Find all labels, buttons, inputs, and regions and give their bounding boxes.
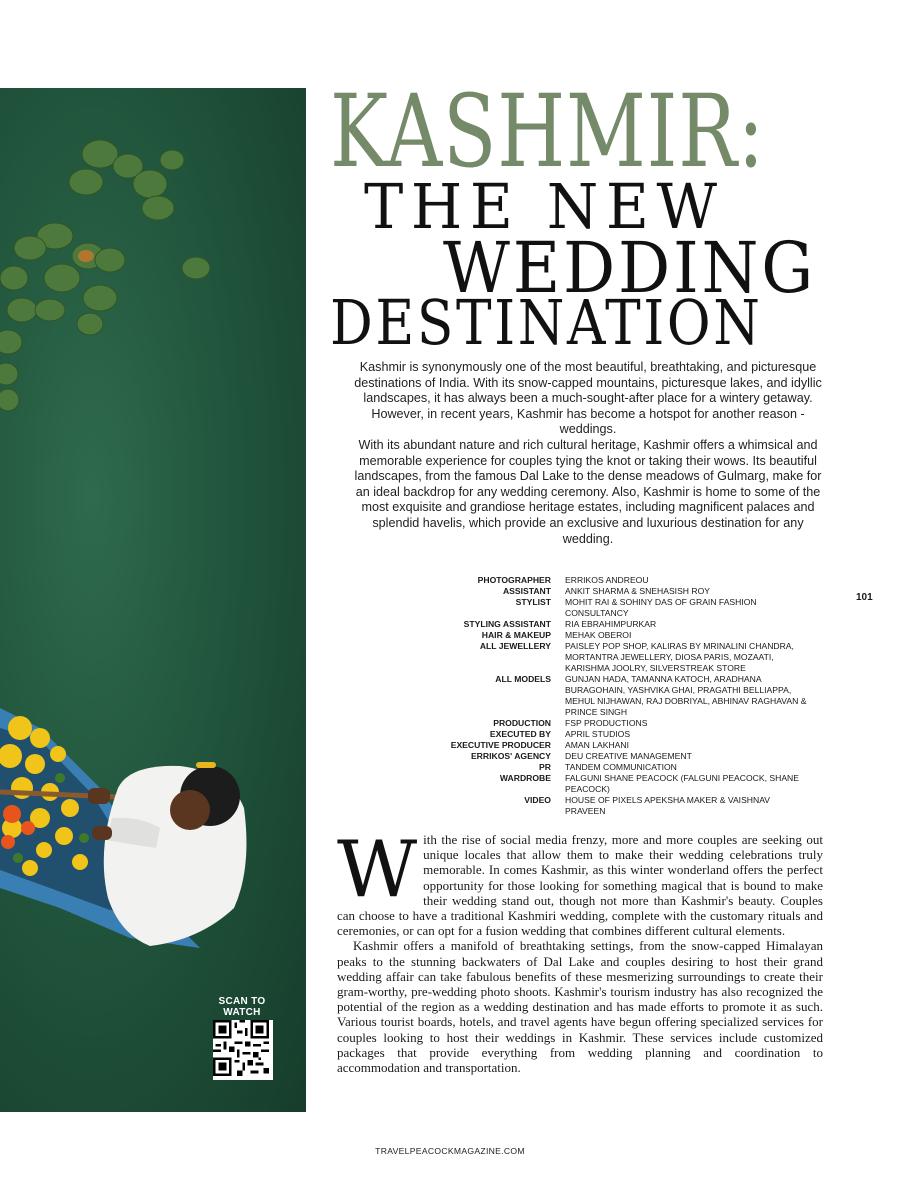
lake-boat-illustration: [0, 88, 306, 1112]
body-paragraph-1: [337, 825, 823, 939]
credit-row: [440, 773, 860, 795]
credit-role: VIDEO: [524, 795, 551, 805]
credit-role: PHOTOGRAPHER: [477, 575, 551, 585]
credit-role: ASSISTANT: [502, 586, 551, 596]
credit-name: FALGUNI SHANE PEACOCK (FALGUNI PEACOCK, SHANE PEACOCK): [565, 773, 799, 794]
credit-role: ALL JEWELLERY: [479, 641, 551, 651]
credit-role: STYLIST: [515, 597, 551, 607]
credit-role: EXECUTED BY: [489, 729, 551, 739]
credit-row: [440, 751, 860, 762]
credit-name: MEHAK OBEROI: [565, 630, 632, 640]
drop-cap: W: [337, 825, 418, 915]
headline-the-new: THE NEW: [364, 170, 725, 243]
intro-paragraph-1: Kashmir is synonymously one of the most beautiful, breathtaking, and picturesque destinations of India. With its snow-capped mountains, picturesque lakes, and idyllic landscapes, it has always been a much-sought-after place for a wintery getaway. However, in recent years, Kashmir has become a hotspot for another reason - weddings.: [354, 360, 822, 437]
credit-name: APRIL STUDIOS: [565, 729, 631, 739]
credit-role: EXECUTIVE PRODUCER: [450, 740, 551, 750]
headline-destination: DESTINATION: [330, 286, 763, 359]
credit-role: HAIR & MAKEUP: [481, 630, 551, 640]
credit-name: HOUSE OF PIXELS APEKSHA MAKER & VAISHNAV PRAVEEN: [565, 795, 771, 816]
credit-name: PAISLEY POP SHOP, KALIRAS BY MRINALINI CHANDRA, MORTANTRA JEWELLERY, DIOSA PARIS, MOZAATI, KARISHMA JOOLRY, SILVERSTREAK STORE: [565, 641, 794, 673]
credit-role: ERRIKOS' AGENCY: [470, 751, 551, 761]
body-paragraph-2: Kashmir offers a manifold of breathtaking settings, from the snow-capped Himalayan peaks to the stunning backwaters of Dal Lake and couples desiring to host their grand wedding affair can take fabulous benefits of these mesmerizing surroundings to create their gram-worthy, pre-wedding photo shoots. Kashmir's tourism industry has also recognized the potential of the region as a wedding destination and has made efforts to promote it as such. Various tourist boards, hotels, and travel agents have begun offering specialized services for couples looking to host their weddings in Kashmir. These services include customized packages that provide everything from wedding planning and coordination to accommodation and transportation.: [337, 938, 823, 1076]
credit-row: [440, 718, 860, 729]
credits-list: [440, 575, 860, 817]
credit-row: [440, 795, 860, 817]
credit-row: [440, 586, 860, 597]
credit-row: [440, 619, 860, 630]
credit-role: ALL MODELS: [495, 674, 551, 684]
credit-name: MOHIT RAI & SOHINY DAS OF GRAIN FASHION CONSULTANCY: [565, 597, 757, 618]
scan-label-line1: SCAN TO: [218, 996, 266, 1007]
credit-name: RIA EBRAHIMPURKAR: [565, 619, 657, 629]
page-number: 101: [856, 592, 873, 603]
credit-name: DEU CREATIVE MANAGEMENT: [565, 751, 692, 761]
credit-row: [440, 575, 860, 586]
credit-row: [440, 630, 860, 641]
credit-name: GUNJAN HADA, TAMANNA KATOCH, ARADHANA BURAGOHAIN, YASHVIKA GHAI, PRAGATHI BELLIAPPA, MEHUL NIJHAWAN, RAJ DOBRIYAL, ABHINAV RAGHAVAN & PRINCE SINGH: [565, 674, 807, 717]
credit-row: [440, 740, 860, 751]
headline-wedding: WEDDING: [443, 227, 817, 309]
intro-paragraph-2: With its abundant nature and rich cultural heritage, Kashmir offers a whimsical and memorable experience for couples tying the knot or taking their wows. Its beautiful landscapes, from the famous Dal Lake to the dense meadows of Gulmarg, make for an ideal backdrop for any wedding ceremony. Also, Kashmir is home to some of the most exquisite and grandiose heritage estates, including magnificent palaces and splendid havelis, which provide an exclusive and luxurious destination for any wedding.: [354, 437, 822, 546]
credit-name: TANDEM COMMUNICATION: [565, 762, 677, 772]
credit-row: [440, 641, 860, 674]
credit-role: STYLING ASSISTANT: [463, 619, 551, 629]
credit-name: ANKIT SHARMA & SNEHASISH ROY: [565, 586, 711, 596]
credit-name: AMAN LAKHANI: [565, 740, 629, 750]
intro-text: [352, 360, 824, 547]
article-body: [337, 825, 823, 1076]
credit-row: [440, 762, 860, 773]
body-paragraph-1-text: ith the rise of social media frenzy, more and more couples are seeking out unique locales that allow them to make their wedding celebrations truly memorable. In comes Kashmir, as this winter wonderland offers the perfect opportunity for those looking for something magical that is bound to make their wedding stand out, though not more than Kashmir's beauty. Couples can choose to have a traditional Kashmiri wedding, complete with the customary rituals and ceremonies, or can opt for a fusion wedding that combines different cultural elements.: [337, 832, 823, 939]
credit-role: PR: [539, 762, 551, 772]
scan-to-watch-label: [206, 996, 278, 1018]
footer-website[interactable]: TRAVELPEACOCKMAGAZINE.COM: [375, 1146, 525, 1156]
qr-code-icon: [213, 1020, 269, 1076]
qr-code[interactable]: [213, 1020, 273, 1080]
scan-label-line2: WATCH: [223, 1007, 261, 1018]
credit-name: ERRIKOS ANDREOU: [565, 575, 649, 585]
cover-photo: [0, 88, 306, 1112]
credit-role: WARDROBE: [499, 773, 551, 783]
credit-role: PRODUCTION: [493, 718, 551, 728]
credit-row: [440, 674, 860, 718]
credit-name: FSP PRODUCTIONS: [565, 718, 648, 728]
headline-kashmir: KASHMIR:: [330, 73, 765, 190]
credit-row: [440, 597, 860, 619]
credit-row: [440, 729, 860, 740]
